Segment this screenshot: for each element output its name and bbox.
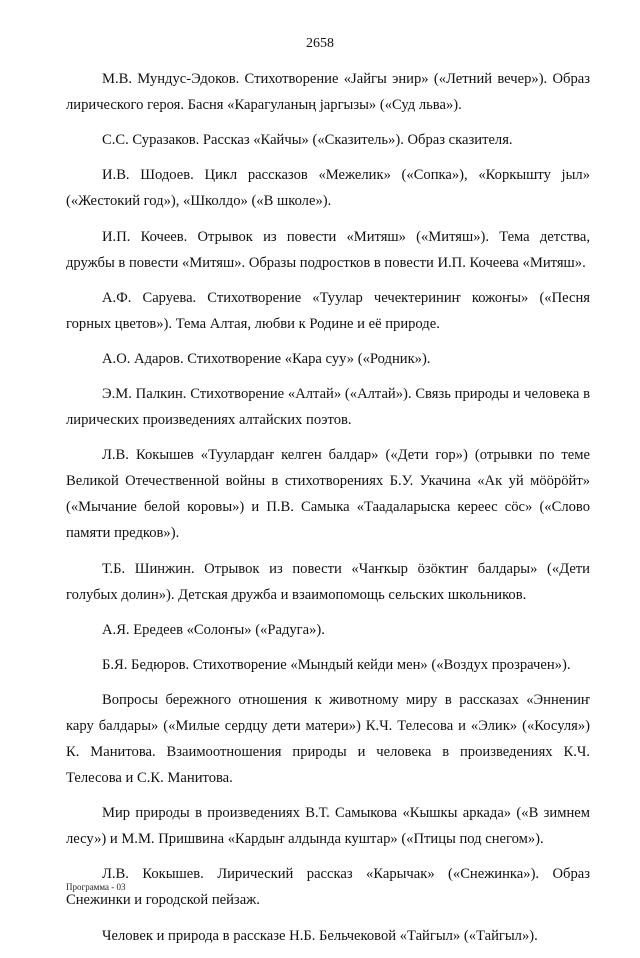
paragraph: Э.М. Палкин. Стихотворение «Алтай» («Алтай»). Связь природы и человека в лирических произведениях алтайских поэтов. bbox=[66, 386, 590, 429]
paragraph: А.Я. Ередеев «Солоҥы» («Радуга»). bbox=[102, 621, 325, 638]
paragraph: С.С. Суразаков. Рассказ «Кайчы» («Сказитель»). Образ сказителя. bbox=[102, 132, 513, 149]
paragraph: Л.В. Кокышев «Туулардаҥ келген балдар» («Дети гор») (отрывки по теме Великой Отечественной войны в стихотворениях Б.У. Укачина «Ак уй мööрöйт» («Мычание белой коровы») и П.В. Самыка «Таадаларыска кереес сöс» («Слово памяти предков»). bbox=[66, 447, 590, 542]
paragraph: И.П. Кочеев. Отрывок из повести «Митяш» («Митяш»). Тема детства, дружбы в повести «Митяш». Образы подростков в повести И.П. Кочеева «Митяш». bbox=[66, 228, 590, 271]
paragraph: Вопросы бережного отношения к животному миру в рассказах «Эннениҥ кару балдары» («Милые сердцу дети матери») К.Ч. Телесова и «Элик» («Косуля») К. Манитова. Взаимоотношения природы и человека в произведениях К.Ч. Телесова и С.К. Манитова. bbox=[66, 692, 590, 787]
paragraph: М.В. Мундус-Эдоков. Стихотворение «Јайгы энир» («Летний вечер»). Образ лирического героя. Басня «Карагуланың јаргызы» («Суд льва»). bbox=[66, 71, 590, 113]
paragraph: Человек и природа в рассказе Н.Б. Бельчековой «Тайгыл» («Тайгыл»). bbox=[102, 927, 538, 944]
paragraph: И.В. Шодоев. Цикл рассказов «Межелик» («Сопка»), «Коркышту јыл» («Жестокий год»), «Школдо» («В школе»). bbox=[66, 167, 590, 210]
paragraph: Б.Я. Бедюров. Стихотворение «Мындый кейди мен» («Воздух прозрачен»). bbox=[102, 656, 571, 673]
paragraph: Л.В. Кокышев. Лирический рассказ «Карычак» («Снежинка»). Образ Снежинки и городской пейзаж. bbox=[66, 866, 590, 909]
paragraph: Т.Б. Шинжин. Отрывок из повести «Чаҥкыр öзöктиҥ балдары» («Дети голубых долин»). Детская дружба и взаимопомощь сельских школьников. bbox=[66, 560, 590, 603]
page-number: 2658 bbox=[306, 36, 334, 51]
paragraph: А.О. Адаров. Стихотворение «Кара суу» («Родник»). bbox=[102, 350, 431, 367]
paragraph: А.Ф. Саруева. Стихотворение «Туулар чечектериниҥ кожоҥы» («Песня горных цветов»). Тема Алтая, любви к Родине и её природе. bbox=[66, 289, 590, 332]
document-body bbox=[66, 66, 590, 958]
footer-label: Программа - 03 bbox=[66, 882, 126, 892]
paragraph: Мир природы в произведениях В.Т. Самыкова «Кышкы аркада» («В зимнем лесу») и М.М. Пришвина «Кардыҥ алдында куштар» («Птицы под снегом»). bbox=[66, 805, 590, 848]
